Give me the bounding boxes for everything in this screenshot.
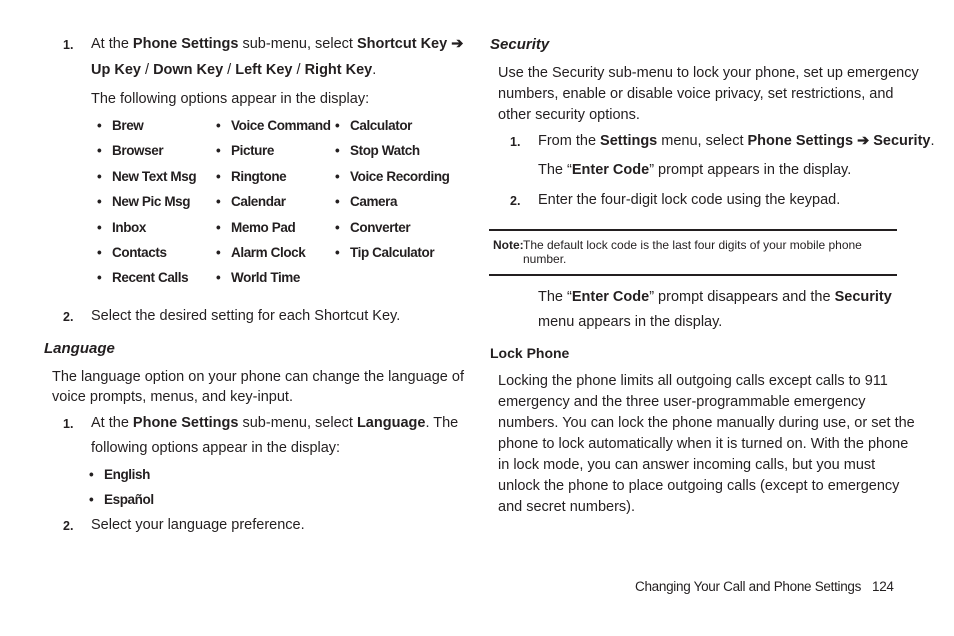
step-text: Enter the four-digit lock code using the keypad.	[538, 192, 841, 208]
list-item: • Recent Calls	[112, 270, 188, 285]
list-item: • English	[104, 467, 150, 482]
step-number: 1.	[63, 417, 74, 431]
list-item: • New Text Msg	[112, 169, 196, 184]
step-number: 2.	[510, 194, 521, 208]
step-text: At the Phone Settings sub-menu, select Shortcut Key ➔	[91, 36, 464, 52]
list-item: • Picture	[231, 143, 274, 158]
paragraph: numbers, enable or disable voice privacy, set restrictions, and	[498, 86, 894, 102]
note-label: Note:	[493, 238, 524, 252]
step-number: 1.	[63, 38, 74, 52]
paragraph: Locking the phone limits all outgoing calls except calls to 911	[498, 373, 888, 389]
list-item: • Tip Calculator	[350, 245, 434, 260]
step-text: At the Phone Settings sub-menu, select Language. The	[91, 415, 459, 431]
menu-path: Phone Settings	[132, 36, 239, 52]
options-intro: The following options appear in the display:	[91, 91, 370, 107]
list-item: • Alarm Clock	[231, 245, 305, 260]
paragraph: other security options.	[498, 107, 640, 123]
step-number: 2.	[63, 310, 74, 324]
section-heading-lock-phone: Lock Phone	[490, 345, 570, 361]
paragraph: voice prompts, menus, and key-input.	[52, 389, 293, 405]
paragraph: The “Enter Code” prompt disappears and the Security	[538, 289, 892, 305]
paragraph: Use the Security sub-menu to lock your phone, set up emergency	[498, 65, 919, 81]
menu-path: Shortcut Key ➔	[356, 36, 464, 52]
step-text: From the Settings menu, select Phone Settings ➔ Security.	[538, 133, 935, 149]
step-number: 1.	[510, 135, 521, 149]
paragraph: numbers. You can lock the phone manually during use, or set the	[498, 415, 915, 431]
list-item: • Memo Pad	[231, 220, 295, 235]
paragraph: menu appears in the display.	[538, 314, 723, 330]
list-item: • Español	[104, 492, 154, 507]
list-item: • Contacts	[112, 245, 167, 260]
step-subtext: The “Enter Code” prompt appears in the display.	[538, 162, 852, 178]
list-item: • New Pic Msg	[112, 194, 190, 209]
list-item: • World Time	[231, 270, 300, 285]
step-text: Select your language preference.	[91, 517, 305, 533]
step-text-continued: Up Key / Down Key / Left Key / Right Key.	[91, 62, 377, 78]
step-number: 2.	[63, 519, 74, 533]
paragraph: in lock mode, you can answer incoming calls, but you must	[498, 457, 876, 473]
note-text: The default lock code is the last four digits of your mobile phone number.	[523, 238, 862, 266]
list-item: • Voice Command	[231, 118, 331, 133]
paragraph: emergency and the three user-programmable emergency	[498, 394, 866, 410]
list-item: • Camera	[350, 194, 397, 209]
note-top-rule	[489, 229, 897, 231]
list-item: • Browser	[112, 143, 163, 158]
footer-section-title: Changing Your Call and Phone Settings	[635, 579, 862, 594]
list-item: • Converter	[350, 220, 410, 235]
step-text: Select the desired setting for each Shortcut Key.	[91, 308, 401, 324]
note-bottom-rule	[489, 274, 897, 276]
page-number: 124	[872, 579, 894, 594]
section-heading-security: Security	[490, 36, 550, 53]
paragraph: unlock the phone to place outgoing calls (except to emergency	[498, 478, 900, 494]
paragraph: phone to lock automatically when it is turned on. With the phone	[498, 436, 909, 452]
section-heading-language: Language	[44, 340, 115, 357]
paragraph: and secret numbers).	[498, 499, 636, 515]
list-item: • Calculator	[350, 118, 412, 133]
list-item: • Brew	[112, 118, 143, 133]
list-item: • Inbox	[112, 220, 146, 235]
step-text-continued: following options appear in the display:	[91, 440, 341, 456]
list-item: • Voice Recording	[350, 169, 450, 184]
list-item: • Ringtone	[231, 169, 286, 184]
paragraph: The language option on your phone can change the language of	[52, 369, 464, 385]
list-item: • Calendar	[231, 194, 286, 209]
list-item: • Stop Watch	[350, 143, 420, 158]
